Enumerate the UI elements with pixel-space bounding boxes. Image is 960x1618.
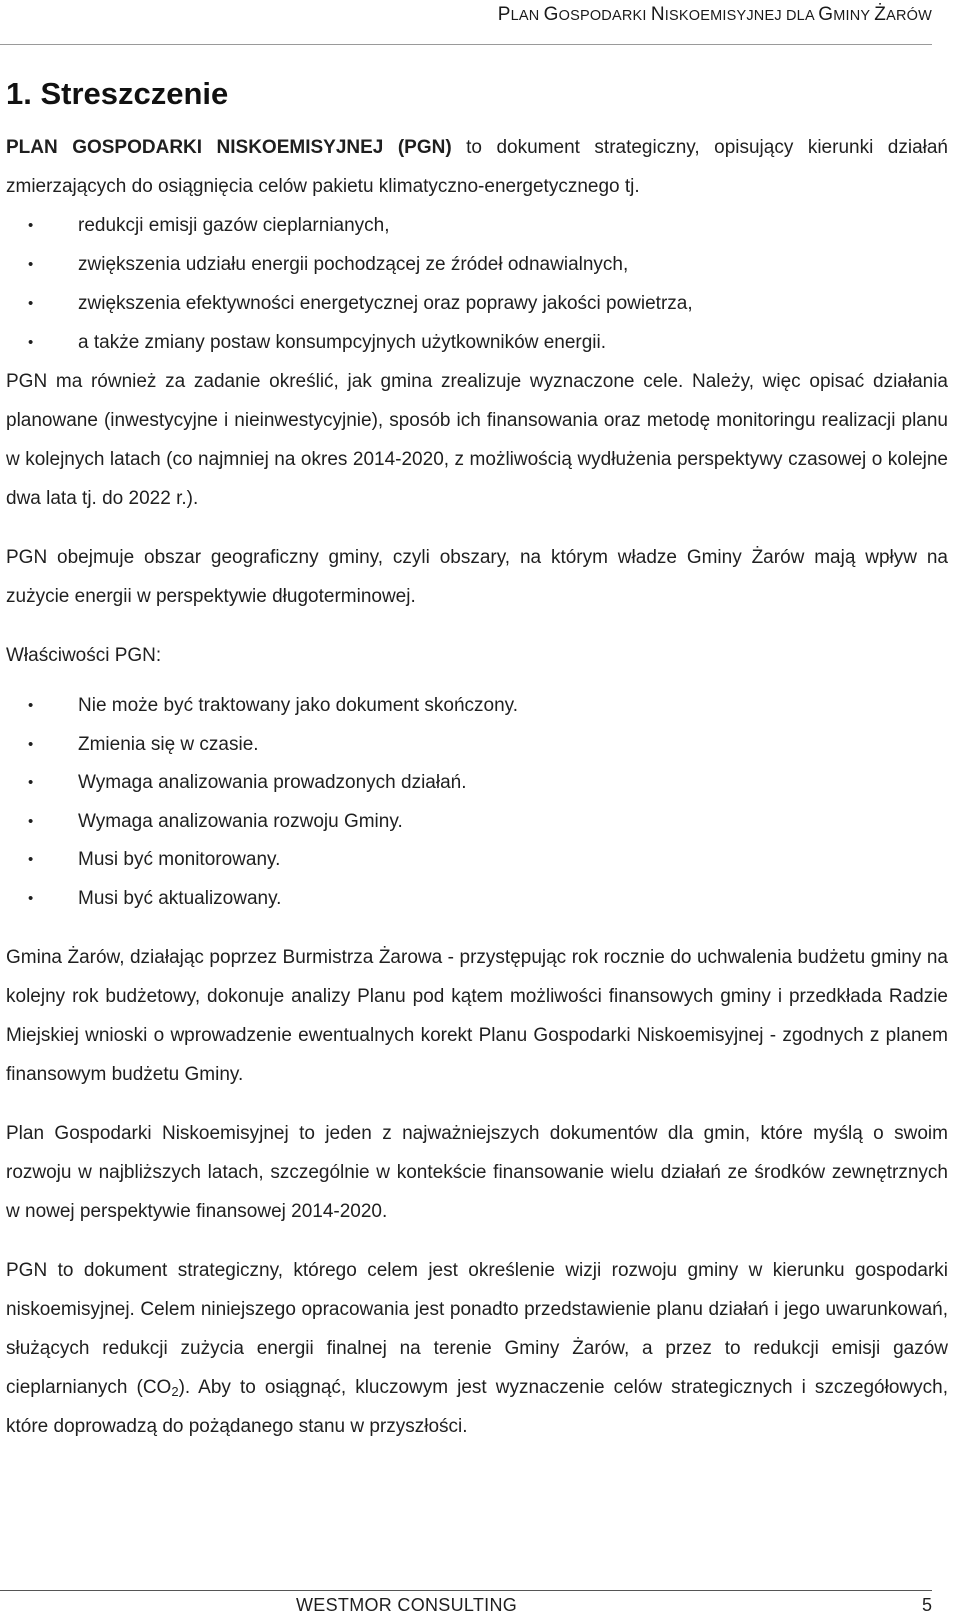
list-item-text: Nie może być traktowany jako dokument skończony. <box>78 695 519 716</box>
bullet-icon: • <box>28 697 34 714</box>
header-title <box>498 4 932 26</box>
spacer <box>6 1094 948 1114</box>
spacer <box>6 1231 948 1251</box>
list-item-text: redukcji emisji gazów cieplarnianych, <box>78 215 390 236</box>
bullet-icon: • <box>28 256 34 273</box>
properties-label: Właściwości PGN: <box>6 645 162 666</box>
spacer <box>6 675 948 687</box>
header-title-part-2: GOSPODARKI <box>543 4 651 25</box>
properties-list <box>6 687 948 918</box>
list-item <box>6 284 948 323</box>
bullet-icon: • <box>28 889 34 907</box>
goals-list <box>6 206 948 362</box>
spacer <box>6 616 948 636</box>
footer-company: WESTMOR CONSULTING <box>296 1595 518 1615</box>
page-header <box>0 0 932 45</box>
list-item-text: Musi być aktualizowany. <box>78 887 282 909</box>
list-item <box>6 206 948 245</box>
list-item <box>6 323 948 362</box>
importance-paragraph: Plan Gospodarki Niskoemisyjnej to jeden z najważniejszych dokumentów dla gmin, które myślą o swoim rozwoju w najbliższych latach, szczególnie w kontekście finansowanie wielu działań ze środków zewnętrznych w nowej perspektywie finansowej 2014-2020. <box>6 1123 948 1222</box>
list-item-text: Wymaga analizowania rozwoju Gminy. <box>78 810 403 832</box>
list-item <box>6 245 948 284</box>
intro-text: to dokument strategiczny, opisujący kierunki działań zmierzających do osiągnięcia celów pakietu klimatyczno-energetycznego tj. <box>6 137 948 197</box>
budget-paragraph: Gmina Żarów, działając poprzez Burmistrza Żarowa - przystępując rok rocznie do uchwalenia budżetu gminy na kolejny rok budżetowy, dokonuje analizy Planu pod kątem możliwości finansowych gminy i przedkłada Radzie Miejskiej wnioski o wprowadzenie ewentualnych korekt Planu Gospodarki Niskoemisyjnej - zgodnych z planem finansowym budżetu Gminy. <box>6 947 948 1085</box>
list-item <box>6 764 948 803</box>
header-title-part-3: NISKOEMISYJNEJ DLA <box>650 4 819 25</box>
scope-paragraph: PGN obejmuje obszar geograficzny gminy, czyli obszary, na którym władze Gminy Żarów mają wpływ na zużycie energii w perspektywie długoterminowej. <box>6 547 948 607</box>
strategy-text-after: ). Aby to osiągnąć, kluczowym jest wyznaczenie celów strategicznych i szczegółowych, które doprowadzą do pożądanego stanu w przyszłości. <box>6 1377 948 1437</box>
spacer <box>6 116 948 128</box>
list-item-text: Zmienia się w czasie. <box>78 733 259 755</box>
page-number: 5 <box>921 1595 932 1615</box>
bullet-icon: • <box>28 812 34 830</box>
list-item <box>6 880 948 919</box>
spacer <box>6 518 948 538</box>
list-item-text: zwiększenia efektywności energetycznej oraz poprawy jakości powietrza, <box>78 293 693 314</box>
page-content <box>6 72 948 1446</box>
spacer <box>6 918 948 938</box>
list-item <box>6 726 948 765</box>
header-title-part-4: GMINY <box>818 4 875 25</box>
tasks-paragraph: PGN ma również za zadanie określić, jak gmina zrealizuje wyznaczone cele. Należy, więc opisać działania planowane (inwestycyjne i nieinwestycyjnie), sposób ich finansowania oraz metodę monitoringu realizacji planu w kolejnych latach (co najmniej na okres 2014-2020, z możliwością wydłużenia perspektywy czasowej o kolejne dwa lata tj. do 2022 r.). <box>6 371 948 509</box>
bullet-icon: • <box>28 735 34 753</box>
bullet-icon: • <box>28 295 34 312</box>
page-footer <box>0 1590 932 1618</box>
list-item <box>6 687 948 726</box>
intro-bold-lead: PLAN GOSPODARKI NISKOEMISYJNEJ (PGN) <box>6 137 452 158</box>
list-item <box>6 803 948 842</box>
bullet-icon: • <box>28 774 34 791</box>
list-item-text: zwiększenia udziału energii pochodzącej ze źródeł odnawialnych, <box>78 254 629 275</box>
bullet-icon: • <box>28 217 34 234</box>
list-item-text: Wymaga analizowania prowadzonych działań. <box>78 772 467 793</box>
header-title-part-1: PLAN <box>497 4 544 25</box>
strategy-paragraph <box>6 1251 948 1446</box>
co2-subscript: 2 <box>171 1384 179 1399</box>
bullet-icon: • <box>28 851 34 868</box>
list-item-text: Musi być monitorowany. <box>78 849 281 870</box>
list-item <box>6 841 948 880</box>
intro-paragraph <box>6 128 948 206</box>
section-heading: 1. Streszczenie <box>6 76 229 111</box>
list-item-text: a także zmiany postaw konsumpcyjnych użytkowników energii. <box>78 332 607 353</box>
header-title-part-5: ŻARÓW <box>874 4 932 25</box>
bullet-icon: • <box>28 334 34 351</box>
strategy-text-before: PGN to dokument strategiczny, którego celem jest określenie wizji rozwoju gminy w kierunku gospodarki niskoemisyjnej. Celem niniejszego opracowania jest ponadto przedstawienie planu działań i jego uwarunkowań, służących redukcji zużycia energii finalnej na terenie Gminy Żarów, a przez to redukcji emisji gazów cieplarnianych (CO <box>6 1260 948 1398</box>
